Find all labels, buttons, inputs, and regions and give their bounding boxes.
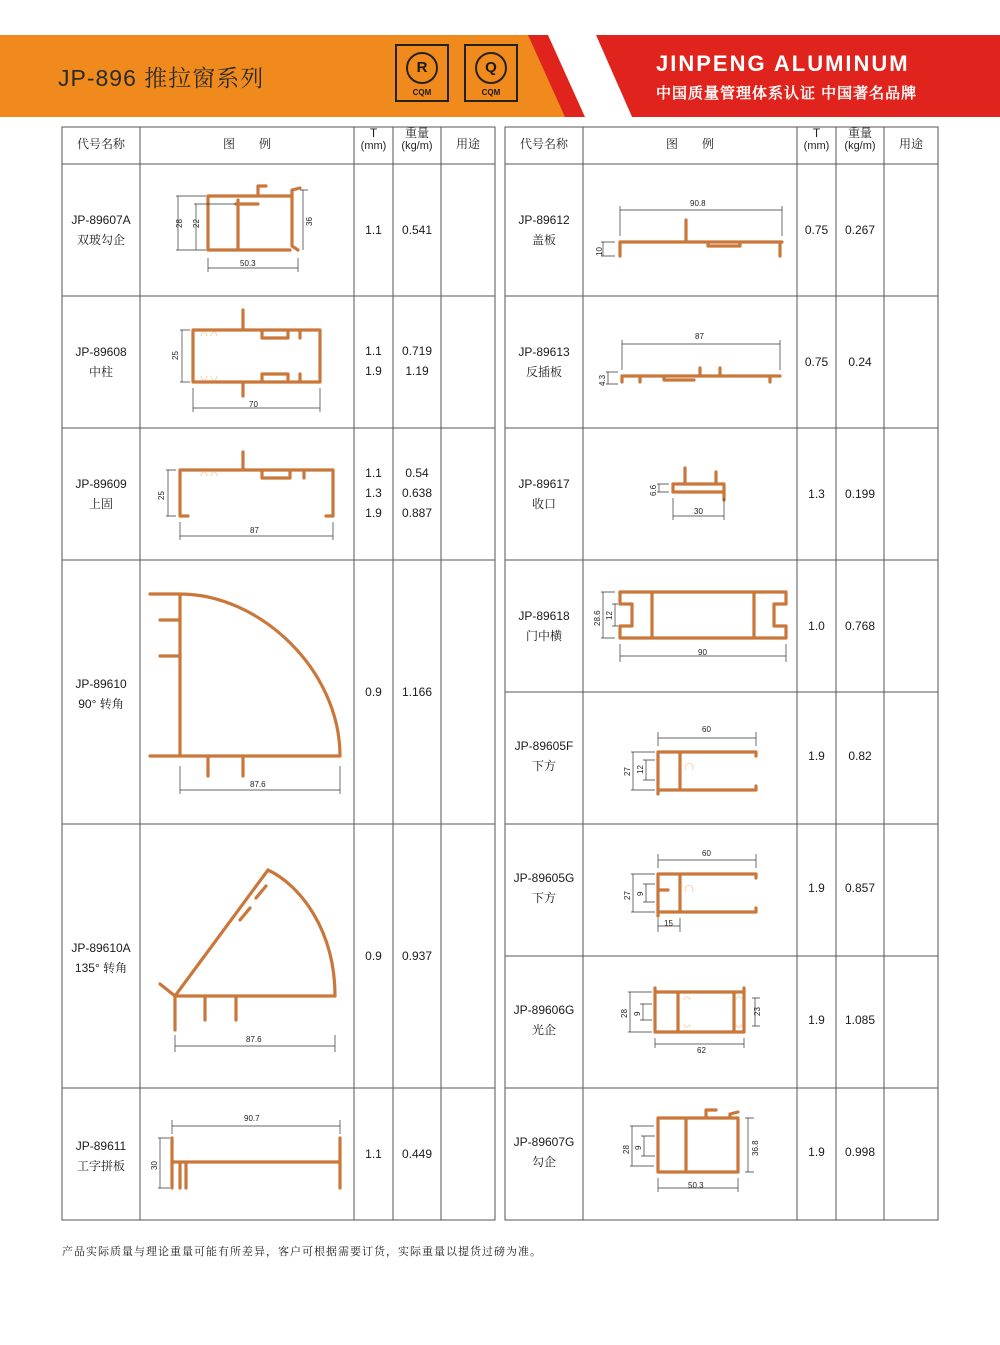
thickness-cell: 0.75 <box>804 223 829 237</box>
profile-jp-89607g <box>622 1110 760 1192</box>
dim-label: 12 <box>605 611 614 620</box>
thickness-cell: 1.1 1.3 1.9 <box>365 466 382 520</box>
profile-jp-89618 <box>593 592 786 662</box>
thickness-cell: 0.9 <box>365 949 382 963</box>
cert-q-icon: Q <box>485 59 497 76</box>
product-code-cell: JP-89609 上固 <box>75 477 127 511</box>
profile-jp-89613 <box>598 332 780 386</box>
profile-jp-89617 <box>649 468 724 520</box>
dim-label: 27 <box>623 891 632 900</box>
weight-cell: 0.541 <box>401 223 433 237</box>
weight-cell: 0.24 <box>848 355 872 369</box>
dim-label: 90 <box>698 648 707 657</box>
weight-cell: 0.998 <box>844 1145 876 1159</box>
cert-code: CQM <box>481 88 501 97</box>
product-code-cell: JP-89610A 135° 转角 <box>71 941 131 975</box>
col-header-code: 代号名称 <box>519 137 568 151</box>
col-header-figure: 图 例 <box>665 137 714 151</box>
profile-jp-89610 <box>150 594 340 794</box>
weight-cell: 0.82 <box>848 749 872 763</box>
product-code-cell: JP-89607G 勾企 <box>513 1135 575 1169</box>
thickness-cell: 1.1 1.9 <box>365 344 382 378</box>
profile-jp-89606g <box>620 988 762 1055</box>
product-code-cell: JP-89605F 下方 <box>514 739 574 773</box>
profile-jp-89608 <box>171 310 320 412</box>
profile-jp-89611 <box>150 1114 340 1188</box>
dim-label: 28.6 <box>593 610 602 626</box>
profile-jp-89605f <box>623 725 756 794</box>
dim-label: 87 <box>250 526 259 535</box>
product-code-cell: JP-89610 90° 转角 <box>75 677 127 711</box>
dim-label: 9 <box>636 891 645 896</box>
dim-label: 28 <box>620 1009 629 1018</box>
col-header-thickness: T (mm) <box>803 126 830 152</box>
dim-label: 12 <box>636 765 645 774</box>
col-header-weight: 重量 (kg/m) <box>844 126 876 152</box>
product-code-cell: JP-89612 盖板 <box>518 213 570 247</box>
dim-label: 50.3 <box>688 1181 704 1190</box>
cert-code: CQM <box>412 88 432 97</box>
dim-label: 87.6 <box>246 1035 262 1044</box>
product-code-cell: JP-89605G 下方 <box>513 871 575 905</box>
dim-label: 30 <box>694 507 703 516</box>
dim-label: 4.3 <box>598 374 607 386</box>
col-header-use: 用途 <box>455 137 480 151</box>
dim-label: 6.6 <box>649 484 658 496</box>
weight-cell: 0.449 <box>401 1147 433 1161</box>
dim-label: 23 <box>753 1007 762 1016</box>
thickness-cell: 0.9 <box>365 685 382 699</box>
product-code-cell: JP-89618 门中横 <box>518 609 570 643</box>
dim-label: 10 <box>595 247 604 256</box>
weight-cell: 0.267 <box>844 223 876 237</box>
dim-label: 28 <box>175 219 184 228</box>
profile-jp-89607a <box>175 186 314 272</box>
product-code-cell: JP-89611 工字拼板 <box>75 1139 127 1173</box>
weight-cell: 0.768 <box>844 619 876 633</box>
weight-cell: 0.937 <box>401 949 433 963</box>
dim-label: 25 <box>171 351 180 360</box>
weight-cell: 0.54 0.638 0.887 <box>401 466 433 520</box>
brand-slogan-cn: 中国质量管理体系认证 中国著名品牌 <box>656 85 918 102</box>
thickness-cell: 1.9 <box>808 1013 825 1027</box>
thickness-cell: 1.3 <box>808 487 825 501</box>
thickness-cell: 1.9 <box>808 881 825 895</box>
weight-cell: 1.166 <box>401 685 433 699</box>
profile-jp-89610a <box>160 870 335 1052</box>
col-header-thickness: T (mm) <box>360 126 387 152</box>
dim-label: 90.7 <box>244 1114 260 1123</box>
product-code-cell: JP-89606G 光企 <box>513 1003 575 1037</box>
dim-label: 87.6 <box>250 780 266 789</box>
dim-label: 60 <box>702 725 711 734</box>
col-header-weight: 重量 (kg/m) <box>401 126 433 152</box>
dim-label: 22 <box>192 219 201 228</box>
thickness-cell: 1.1 <box>365 1147 382 1161</box>
thickness-cell: 1.1 <box>365 223 382 237</box>
product-code-cell: JP-89608 中柱 <box>75 345 127 379</box>
product-code-cell: JP-89613 反插板 <box>518 345 570 379</box>
profile-jp-89609 <box>157 452 333 540</box>
col-header-code: 代号名称 <box>76 137 125 151</box>
dim-label: 9 <box>633 1011 642 1016</box>
weight-cell: 0.857 <box>844 881 876 895</box>
dim-label: 28 <box>622 1145 631 1154</box>
col-header-use: 用途 <box>898 137 923 151</box>
dim-label: 62 <box>697 1046 706 1055</box>
thickness-cell: 0.75 <box>804 355 829 369</box>
dim-label: 27 <box>623 767 632 776</box>
dim-label: 70 <box>249 400 258 409</box>
weight-cell: 0.719 1.19 <box>401 344 433 378</box>
footnote: 产品实际质量与理论重量可能有所差异，客户可根据需要订货，实际重量以提货过磅为准。 <box>62 1246 542 1258</box>
dim-label: 30 <box>150 1161 159 1170</box>
dim-label: 36.8 <box>751 1140 760 1156</box>
thickness-cell: 1.0 <box>808 619 825 633</box>
thickness-cell: 1.9 <box>808 749 825 763</box>
dim-label: 36 <box>305 217 314 226</box>
dim-label: 15 <box>664 919 673 928</box>
cert-r-icon: R <box>416 59 428 76</box>
dim-label: 9 <box>634 1145 643 1150</box>
weight-cell: 1.085 <box>844 1013 876 1027</box>
profile-jp-89605g <box>623 849 756 932</box>
product-code-cell: JP-89607A 双玻勾企 <box>71 213 131 247</box>
brand-name-en: JINPENG ALUMINUM <box>656 51 910 76</box>
thickness-cell: 1.9 <box>808 1145 825 1159</box>
dim-label: 87 <box>695 332 704 341</box>
weight-cell: 0.199 <box>844 487 876 501</box>
dim-label: 50.3 <box>240 259 256 268</box>
col-header-figure: 图 例 <box>222 137 271 151</box>
product-code-cell: JP-89617 收口 <box>518 477 570 511</box>
profile-jp-89612 <box>595 199 782 256</box>
series-title: JP-896 推拉窗系列 <box>58 65 265 91</box>
dim-label: 60 <box>702 849 711 858</box>
dim-label: 90.8 <box>690 199 706 208</box>
dim-label: 25 <box>157 491 166 500</box>
